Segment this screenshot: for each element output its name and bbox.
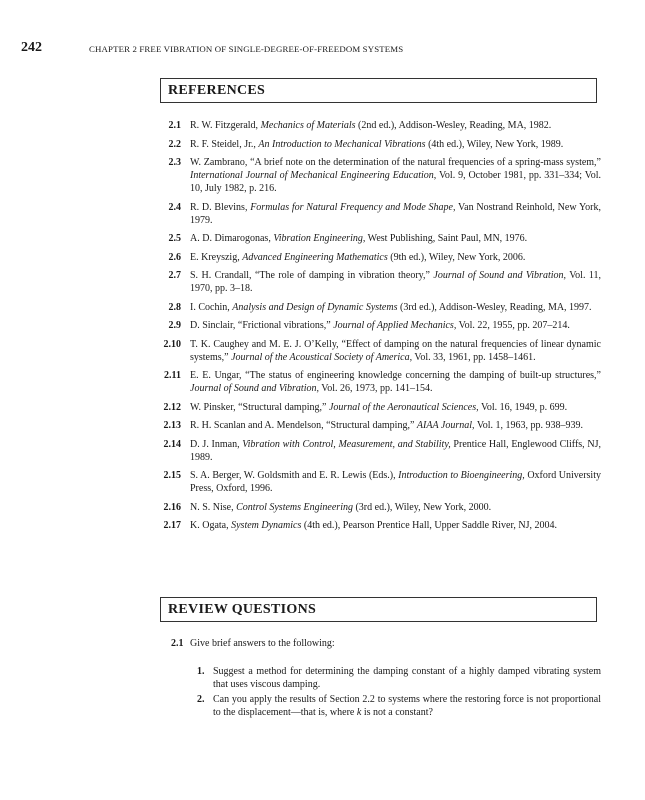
text-segment: Vol. 33, 1961, pp. 1458–1461. xyxy=(412,351,536,363)
italic-text: Journal of Sound and Vibration, xyxy=(433,270,567,281)
italic-text: AIAA Journal, xyxy=(416,420,475,431)
text-segment: W. Zambrano, “A brief note on the determination of the natural frequencies of a spring-mass system,” xyxy=(190,157,601,168)
chapter-title: CHAPTER 2 FREE VIBRATION OF SINGLE-DEGREE-OF-FREEDOM SYSTEMS xyxy=(89,44,404,54)
text-segment: D. Sinclair, “Frictional vibrations,” xyxy=(190,320,334,331)
reference-number: 2.5 xyxy=(168,233,181,244)
text-segment: Vol. 22, 1955, pp. 207–214. xyxy=(456,320,570,331)
italic-text: International Journal of Mechanical Engineering Education xyxy=(190,170,434,181)
reference-item xyxy=(131,469,601,495)
italic-text: Journal of Sound and Vibration, xyxy=(190,383,319,394)
reference-number: 2.4 xyxy=(168,201,181,213)
text-segment: T. K. Caughey and M. E. J. O’Kelly, “Effect of damping on the natural frequencies of linear dynamic systems,” xyxy=(190,338,601,363)
review-questions-heading: REVIEW QUESTIONS xyxy=(160,597,597,622)
reference-number: 2.15 xyxy=(163,470,181,481)
text-segment: (2nd ed.), Addison-Wesley, Reading, MA, 1982. xyxy=(355,120,552,131)
question-text: Give brief answers to the following: xyxy=(190,638,335,649)
italic-text: Vibration Engineering, xyxy=(273,233,366,244)
text-segment: Oxford University Press, Oxford, 1996. xyxy=(190,470,601,494)
page-number: 242 xyxy=(21,40,42,55)
reference-item xyxy=(131,401,601,414)
text-segment: R. F. Steidel, Jr., xyxy=(190,138,259,150)
text-segment: (4th ed.), Wiley, New York, 1989. xyxy=(425,138,564,150)
text-segment: (3rd ed.), Addison-Wesley, Reading, MA, 1997. xyxy=(397,301,592,313)
italic-text: Formulas for Natural Frequency and Mode Shape, xyxy=(250,201,456,213)
reference-item xyxy=(131,319,601,332)
italic-text: Mechanics of Materials xyxy=(260,120,356,131)
reference-item xyxy=(131,419,601,432)
text-segment: is not a constant? xyxy=(361,707,433,718)
text-segment: I. Cochin, xyxy=(190,301,233,313)
reference-number: 2.16 xyxy=(163,501,181,513)
reference-item xyxy=(131,119,601,132)
reference-item xyxy=(131,501,601,514)
review-questions xyxy=(131,637,601,721)
reference-number: 2.11 xyxy=(164,370,181,381)
text-segment: (3rd ed.), Wiley, New York, 2000. xyxy=(352,501,492,513)
text-segment: Can you apply the results of Section 2.2 to systems where the restoring force is not proportional to the displacement—that is, where xyxy=(213,694,601,718)
reference-number: 2.8 xyxy=(168,301,181,313)
italic-text: System Dynamics xyxy=(231,520,302,531)
text-segment: R. H. Scanlan and A. Mendelson, “Structural damping,” xyxy=(190,420,417,431)
text-segment: , Vol. 9, October 1981, pp. 331–334; Vol. 10, July 1982, p. 216. xyxy=(190,170,601,194)
text-segment: W. Pinsker, “Structural damping,” xyxy=(190,401,329,413)
text-segment: D. J. Inman, xyxy=(190,438,243,450)
question-subitems xyxy=(131,665,601,719)
reference-number: 2.7 xyxy=(168,270,181,281)
reference-item xyxy=(131,201,601,227)
text-segment: Vol. 26, 1973, pp. 141–154. xyxy=(318,383,433,394)
italic-text: Introduction to Bioengineering, xyxy=(398,470,525,481)
text-segment: (9th ed.), Wiley, New York, 2006. xyxy=(387,251,526,263)
reference-number: 2.6 xyxy=(168,251,181,263)
question-subitem xyxy=(131,665,601,691)
text-segment: Prentice Hall, Englewood Cliffs, NJ, 1989. xyxy=(190,438,601,463)
reference-item xyxy=(131,156,601,195)
text-segment: A. D. Dimarogonas, xyxy=(190,233,274,244)
reference-item xyxy=(131,269,601,295)
reference-item xyxy=(131,232,601,245)
text-segment: West Publishing, Saint Paul, MN, 1976. xyxy=(365,233,528,244)
reference-number: 2.10 xyxy=(163,338,181,350)
text-segment: R. D. Blevins, xyxy=(190,201,251,213)
question-number: 2.1 xyxy=(171,638,184,649)
text-segment: K. Ogata, xyxy=(190,520,232,531)
text-segment: S. A. Berger, W. Goldsmith and E. R. Lewis (Eds.), xyxy=(190,470,399,481)
reference-list xyxy=(131,119,601,538)
reference-item xyxy=(131,338,601,364)
reference-number: 2.9 xyxy=(168,320,181,331)
reference-number: 2.12 xyxy=(163,401,181,413)
text-segment: N. S. Nise, xyxy=(190,501,237,513)
italic-text: Journal of Applied Mechanics, xyxy=(333,320,457,331)
text-segment: Vol. 16, 1949, p. 699. xyxy=(478,401,568,413)
text-segment: E. Kreyszig, xyxy=(190,251,243,263)
reference-number: 2.3 xyxy=(168,157,181,168)
question-item xyxy=(131,637,601,650)
italic-text: Advanced Engineering Mathematics xyxy=(242,251,388,263)
reference-item xyxy=(131,301,601,314)
reference-number: 2.1 xyxy=(168,120,181,131)
reference-item xyxy=(131,369,601,395)
italic-text: k xyxy=(356,707,362,718)
reference-number: 2.17 xyxy=(163,520,181,531)
reference-item xyxy=(131,138,601,151)
text-segment: Suggest a method for determining the damping constant of a highly damped vibrating system that uses viscous damping. xyxy=(213,666,601,690)
text-segment: (4th ed.), Pearson Prentice Hall, Upper Saddle River, NJ, 2004. xyxy=(301,520,558,531)
italic-text: Journal of the Acoustical Society of America, xyxy=(231,351,413,363)
question-subitem xyxy=(131,693,601,719)
subitem-number: 1. xyxy=(197,666,205,677)
reference-item xyxy=(131,438,601,464)
text-segment: R. W. Fitzgerald, xyxy=(190,120,261,131)
italic-text: Analysis and Design of Dynamic Systems xyxy=(232,301,398,313)
reference-number: 2.14 xyxy=(163,438,181,450)
text-segment: S. H. Crandall, “The role of damping in vibration theory,” xyxy=(190,270,434,281)
reference-item xyxy=(131,519,601,532)
italic-text: An Introduction to Mechanical Vibrations xyxy=(258,138,426,150)
text-segment: Vol. 1, 1963, pp. 938–939. xyxy=(474,420,584,431)
text-segment: Van Nostrand Reinhold, New York, 1979. xyxy=(190,201,601,226)
reference-item xyxy=(131,251,601,264)
reference-number: 2.13 xyxy=(163,420,181,431)
reference-number: 2.2 xyxy=(168,138,181,150)
italic-text: Journal of the Aeronautical Sciences, xyxy=(328,401,479,413)
text-segment: Vol. 11, 1970, pp. 3–18. xyxy=(190,270,601,294)
text-segment: E. E. Ungar, “The status of engineering knowledge concerning the damping of built-up structures,” xyxy=(190,370,601,381)
references-heading: REFERENCES xyxy=(160,78,597,103)
subitem-number: 2. xyxy=(197,694,205,705)
italic-text: Vibration with Control, Measurement, and Stability, xyxy=(242,438,451,450)
italic-text: Control Systems Engineering xyxy=(236,501,353,513)
